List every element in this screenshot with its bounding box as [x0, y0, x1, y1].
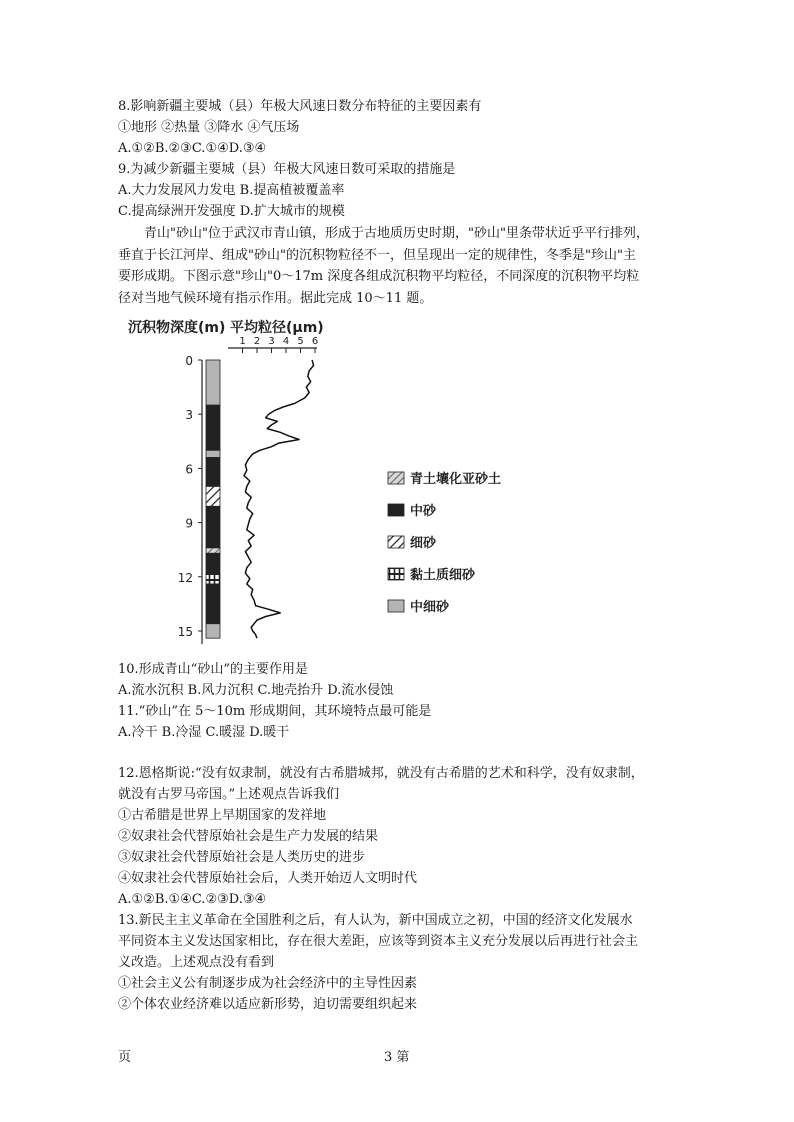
legend-label-medium: 中砂 — [410, 504, 437, 519]
question-11 — [118, 701, 698, 743]
q12-item-2: ②奴隶社会代替原始社会是生产力发展的结果 — [118, 829, 379, 844]
q12-item-4: ④奴隶社会代替原始社会后，人类开始迈人文明时代 — [118, 871, 418, 886]
legend-swatch-fine_medium — [388, 600, 404, 612]
legend-swatch-medium — [388, 504, 404, 516]
passage-line-4: 径对当地气候环境有指示作用。据此完成 10～11 题。 — [118, 290, 433, 306]
strata-layer-clay — [206, 573, 220, 584]
depth-tick-label: 12 — [177, 570, 193, 585]
depth-tick-label: 15 — [177, 624, 193, 639]
q12-item-1: ①古希腊是世界上早期国家的发祥地 — [118, 808, 327, 823]
question-12 — [118, 763, 698, 910]
grain-size-tick-label: 1 — [239, 336, 246, 347]
depth-tick-label: 9 — [185, 516, 193, 531]
grain-size-axis-label: 平均粒径(μm) — [230, 320, 324, 336]
q10-options: A.流水沉积 B.风力沉积 C.地壳抬升 D.流水侵蚀 — [118, 683, 394, 698]
q9-question: 9.为减少新疆主要城（县）年极大风速日数可采取的措施是 — [118, 162, 456, 177]
passage-line-2: 垂直于长江河岸、组成"砂山"的沉积物粒径不一，但呈现出一定的规律性，冬季是"珍山"主 — [118, 247, 636, 263]
q13-question-1: 13.新民主主义革命在全国胜利之后，有人认为，新中国成立之初，中国的经济文化发展水 — [118, 913, 633, 928]
q8-options: A.①②B.②③C.①④D.③④ — [118, 141, 267, 156]
q8-question: 8.影响新疆主要城（县）年极大风速日数分布特征的主要因素有 — [118, 99, 482, 114]
grain-size-tick-label: 6 — [311, 336, 319, 347]
legend-swatch-loam — [388, 472, 404, 484]
footer-left: 页 — [118, 1050, 132, 1065]
q11-question: 11.“砂山”在 5～10m 形成期间，其环境特点最可能是 — [118, 704, 432, 719]
legend-label-fine_medium: 中细砂 — [410, 600, 450, 615]
grain-size-tick-label: 2 — [253, 336, 261, 347]
strata-layer-medium — [206, 458, 220, 487]
depth-axis-label: 沉积物深度(m) — [128, 320, 226, 336]
q12-question-1: 12.恩格斯说:“没有奴隶制，就没有古希腊城邦，就没有古希腊的艺术和科学，没有奴隶制， — [118, 766, 644, 781]
strata-layer-fine_medium — [206, 624, 220, 638]
grain-size-tick-label: 5 — [297, 336, 304, 347]
strata-layer-fine_medium — [206, 360, 220, 405]
sediment-grain-size-chart — [118, 310, 598, 660]
q11-options: A.冷干 B.冷湿 C.暖湿 D.暖干 — [118, 725, 290, 740]
strata-layer-medium — [206, 405, 220, 450]
strata-layer-loam — [206, 548, 220, 553]
passage — [118, 223, 698, 309]
q13-question-3: 义改造。上述观点没有看到 — [118, 955, 275, 970]
depth-tick-label: 0 — [185, 354, 193, 368]
legend-label-loam: 青土壤化亚砂土 — [410, 472, 502, 487]
question-13 — [118, 910, 698, 1015]
q13-item-1: ①社会主义公有制逐步成为社会经济中的主导性因素 — [118, 976, 418, 991]
passage-line-3: 要形成期。下图示意"珍山"0～17m 深度各组成沉积物平均粒径，不同深度的沉积物平均粒 — [118, 269, 640, 284]
passage-line-1: 青山"砂山"位于武汉市青山镇，形成于古地质历史时期，"砂山"里条带状近乎平行排列， — [144, 226, 649, 241]
q13-question-2: 平同资本主义发达国家相比，存在很大差距，应该等到资本主义充分发展以后再进行社会主 — [118, 934, 639, 949]
q10-question: 10.形成青山“砂山”的主要作用是 — [118, 662, 308, 677]
strata-layer-medium — [206, 553, 220, 573]
footer-page-number: 3 第 — [384, 1050, 410, 1065]
strata-layer-fine — [206, 486, 220, 506]
legend-swatch-clay — [388, 568, 404, 580]
q12-question-2: 就没有古罗马帝国。”上述观点告诉我们 — [118, 787, 340, 802]
strata-layer-medium — [206, 506, 220, 548]
q9-options-2: C.提高绿洲开发强度 D.扩大城市的规模 — [118, 204, 345, 219]
legend-swatch-fine — [388, 536, 404, 548]
grain-size-tick-label: 4 — [282, 336, 290, 347]
question-8 — [118, 96, 698, 159]
grain-size-curve — [244, 360, 314, 638]
strata-layer-fine_medium — [206, 450, 220, 457]
legend-label-fine: 细砂 — [410, 536, 437, 551]
q9-options-1: A.大力发展风力发电 B.提高植被覆盖率 — [118, 183, 345, 198]
legend-label-clay: 黏土质细砂 — [410, 568, 476, 583]
q13-item-2: ②个体农业经济难以适应新形势，迫切需要组织起来 — [118, 997, 418, 1012]
grain-size-tick-label: 3 — [268, 336, 275, 347]
q12-item-3: ③奴隶社会代替原始社会是人类历史的进步 — [118, 850, 366, 865]
question-9 — [118, 159, 698, 222]
question-10 — [118, 659, 698, 701]
depth-tick-label: 6 — [185, 462, 193, 477]
depth-tick-label: 3 — [185, 408, 193, 423]
strata-layer-medium — [206, 584, 220, 624]
q8-items: ①地形 ②热量 ③降水 ④气压场 — [118, 120, 300, 135]
q12-options: A.①②B.①④C.②③D.③④ — [118, 892, 267, 907]
